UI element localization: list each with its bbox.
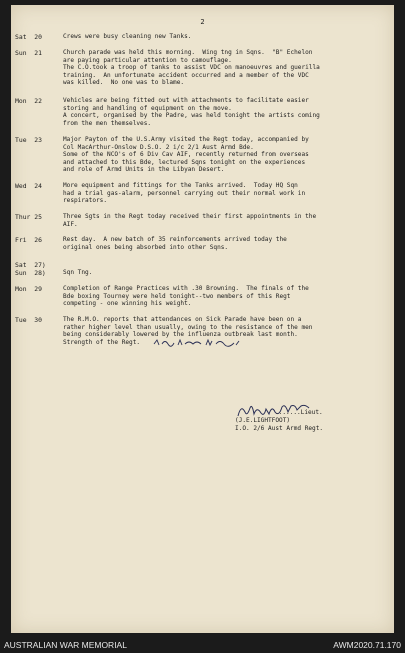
signature-unit: I.O. 2/6 Aust Armd Regt.	[235, 425, 324, 432]
entry-text: Vehicles are being fitted out with attachments to facilitate easier storing and handling of equipment on the move. A concert, organised by the Padre, was held tonight the artists coming from the men themselves.	[63, 97, 320, 127]
entry-text: Three Sgts in the Regt today received their first appointments in the AIF.	[63, 213, 317, 228]
entry-date: Thur 25	[15, 213, 42, 221]
entry-text: Completion of Range Practices with .30 Browning. The finals of the Bde boxing Tourney were held tonight--two members of this Regt competing - one winning his weight.	[63, 285, 309, 308]
entry-date: Tue 30	[15, 316, 42, 324]
entry-date: Sat 20	[15, 33, 42, 41]
handwritten-strength-note	[152, 338, 242, 347]
archive-footer	[0, 636, 405, 653]
entry-text: More equipment and fittings for the Tanks arrived. Today HQ Sqn had a trial gas-alarm, personnel carrying out their normal work in respirators.	[63, 182, 306, 205]
entry-date: Tue 23	[15, 136, 42, 144]
entry-date: Wed 24	[15, 182, 42, 190]
entry-date: Fri 26	[15, 236, 42, 244]
entry-date: Mon 22	[15, 97, 42, 105]
entry-text: Crews were busy cleaning new Tanks.	[63, 33, 192, 40]
entry-text: Rest day. A new batch of 35 reinforcements arrived today the original ones being absorbed into other Sqns.	[63, 236, 287, 251]
signature-rank: .......Lieut.	[275, 409, 323, 416]
signature-name: (J.E.LIGHTFOOT)	[235, 417, 291, 424]
page-number: 2	[200, 18, 205, 26]
entry-date: Mon 29	[15, 285, 42, 293]
entry-date: Sat 27) Sun 28)	[15, 261, 46, 277]
entry-date: Sun 21	[15, 49, 42, 57]
entry-text: Church parade was held this morning. Wing tng in Sqns. "B" Echelon are paying particular attention to camouflage. The C.O.took a troop of tanks to assist VDC on manoeuvres and guerilla training. An unfortunate accident occurred and a member of the VDC was killed. No one was to blame.	[63, 49, 320, 87]
diary-page	[11, 5, 394, 633]
entry-text: The R.M.O. reports that attendances on Sick Parade have been on a rather higher level than usually, owing to the resistance of the men being considerably lowered by the influenza outbreak last month. Strength of the Regt.	[63, 316, 313, 346]
entry-text: Sqn Tng.	[63, 268, 93, 276]
entry-text: Major Payton of the U.S.Army visited the Regt today, accompanied by Col MacArthur-Onslow D.S.O. 2 i/c 2/1 Aust Armd Bde. Some of the NCO's of 6 Div Cav AIF, recently returned from overseas and attached to this Bde, lectured Sqns tonight on the experiences and role of Armd Units in the Libyan Desert.	[63, 136, 309, 174]
footer-institution: AUSTRALIAN WAR MEMORIAL	[4, 640, 127, 650]
footer-accession: AWM2020.71.170	[333, 640, 401, 650]
